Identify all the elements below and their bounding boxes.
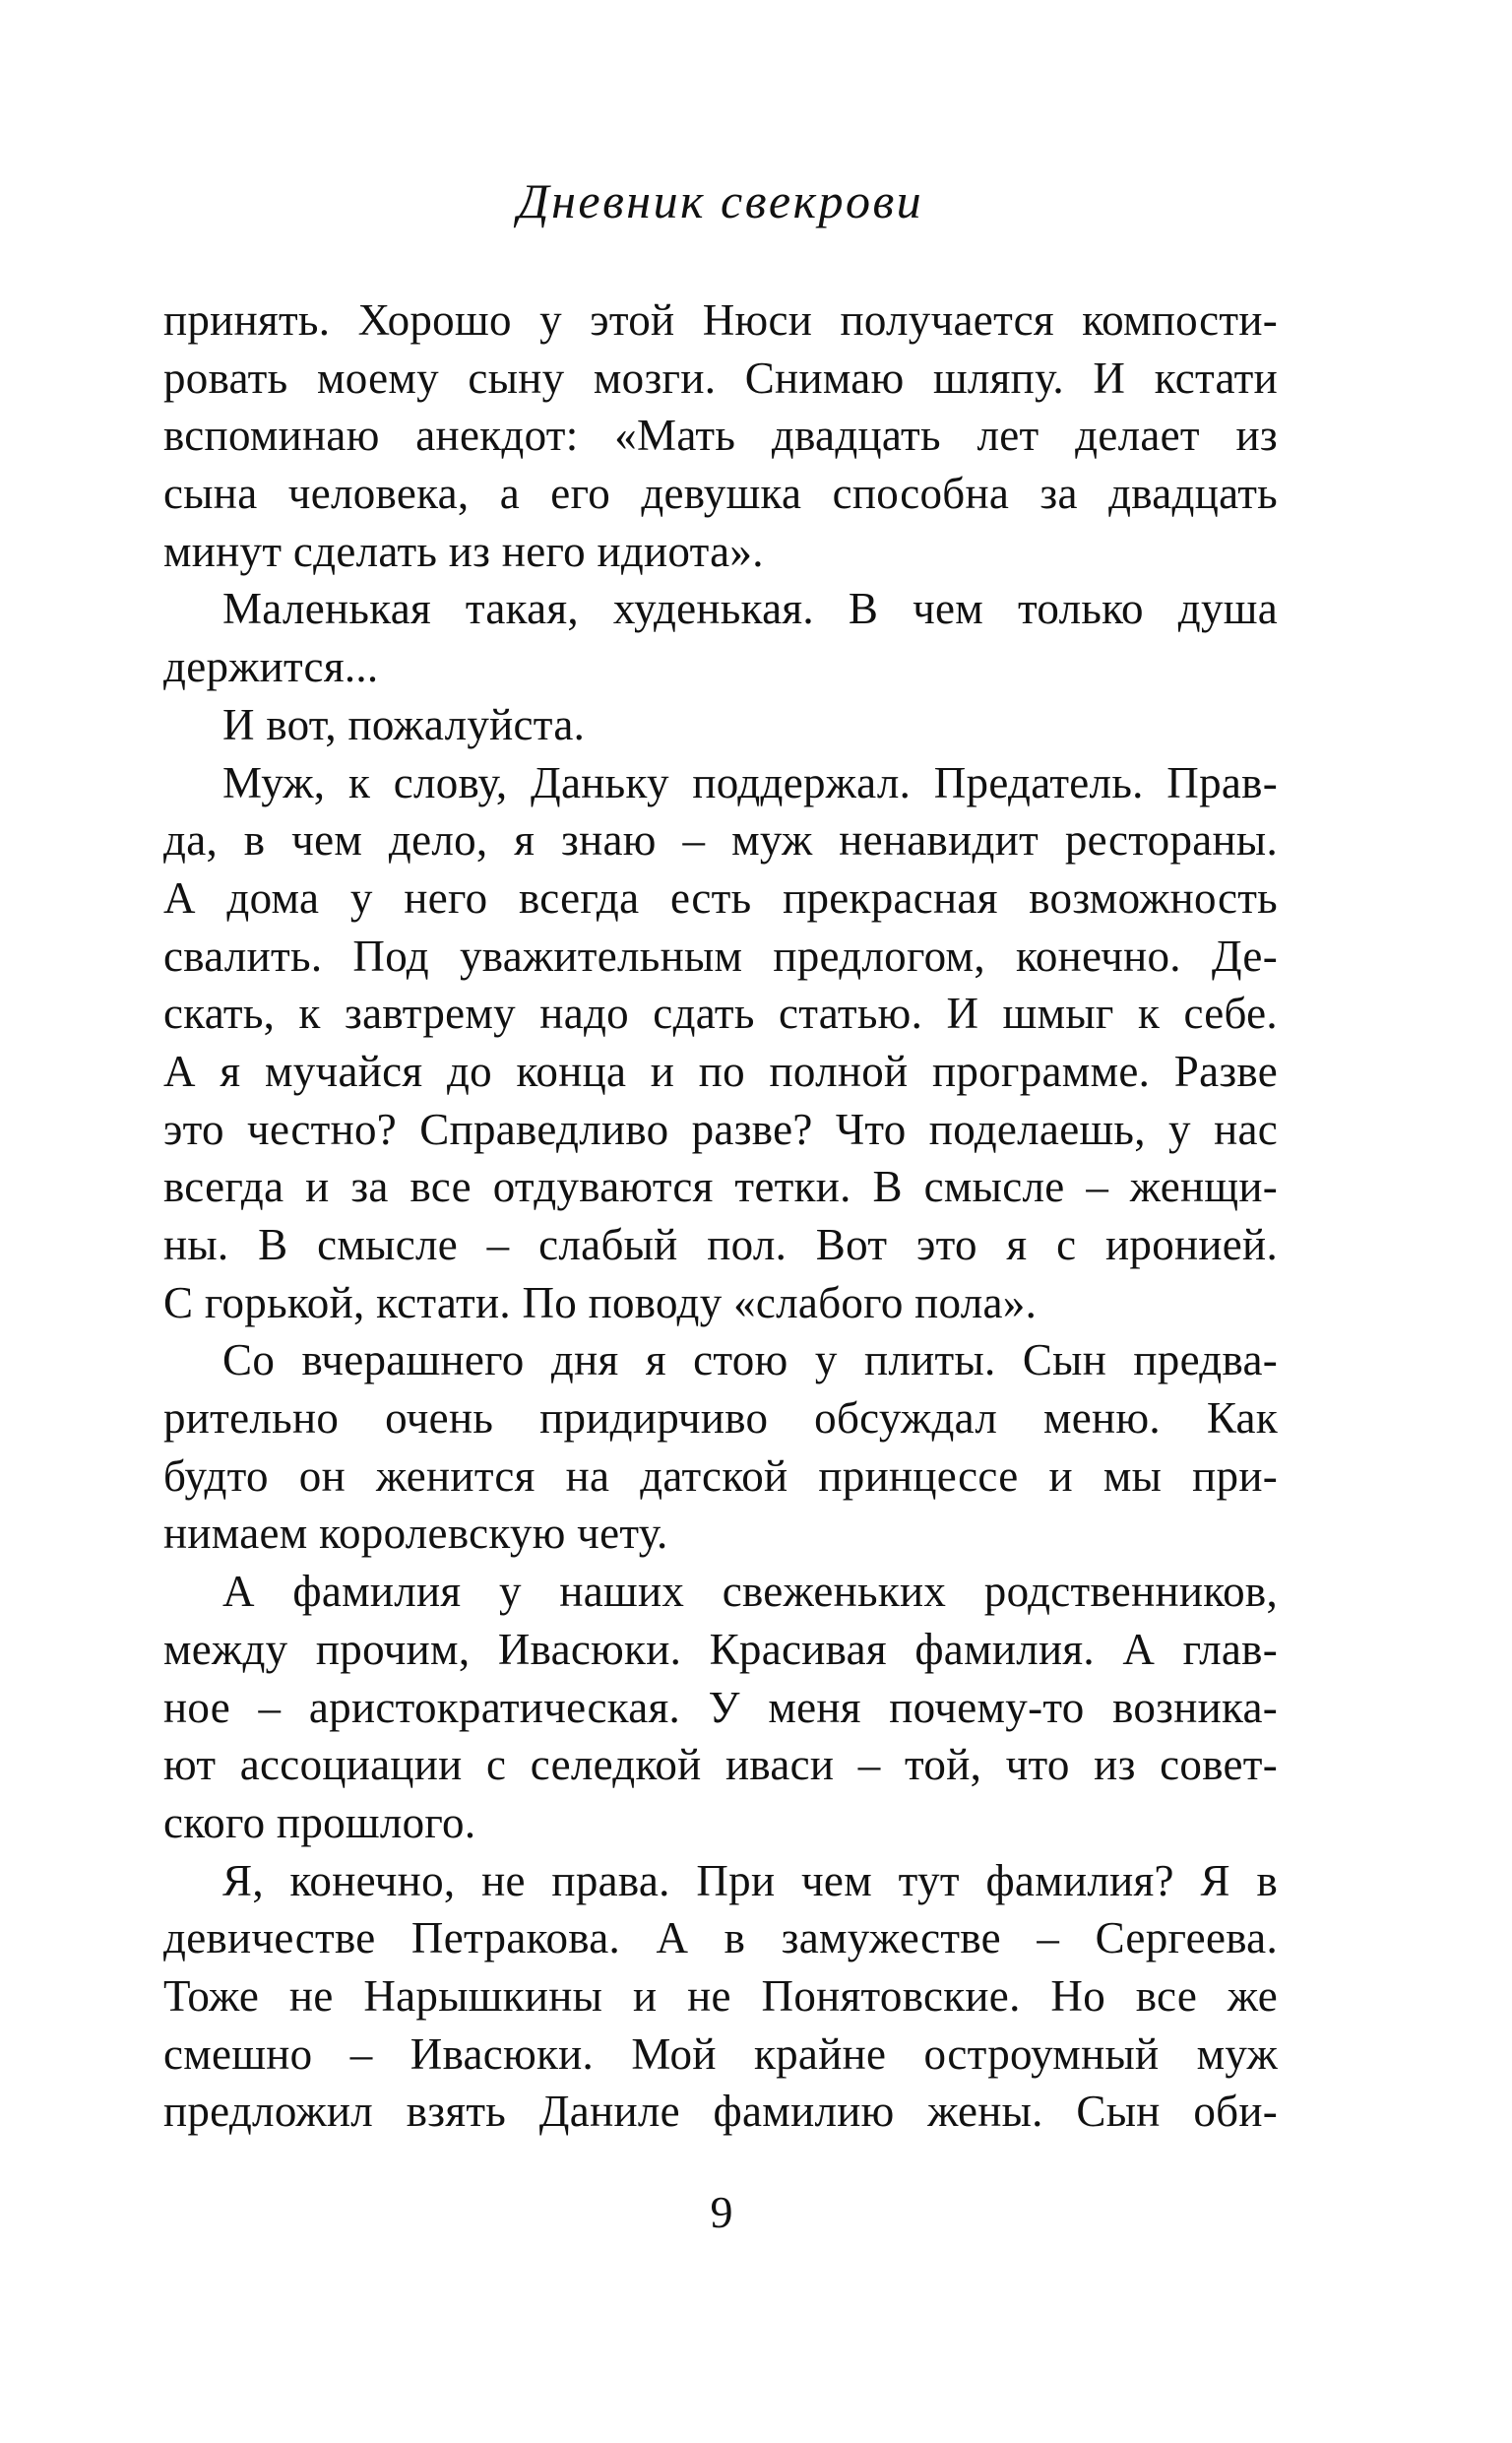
text-line: нимаем королевскую чету. [163, 1509, 668, 1559]
text-line: Маленькая такая, худенькая. В чем только душа [222, 584, 1278, 634]
text-line: ского прошлого. [163, 1797, 476, 1847]
text-line: Я, конечно, не права. При чем тут фамилия? Я в [222, 1855, 1278, 1905]
text-line: А дома у него всегда есть прекрасная возможность [163, 872, 1278, 923]
text-line: это честно? Справедливо разве? Что поделаешь, у нас [163, 1104, 1278, 1154]
text-line: ное – аристократическая. У меня почему-то возника- [163, 1682, 1278, 1732]
paragraph [163, 754, 1278, 1332]
text-line: смешно – Ивасюки. Мой крайне остроумный муж [163, 2028, 1278, 2079]
text-line: девичестве Петракова. А в замужестве – Сергеева. [163, 1913, 1278, 1963]
paragraph [163, 291, 1278, 580]
text-line: будто он женится на датской принцессе и мы при- [163, 1450, 1278, 1501]
running-head: Дневник свекрови [517, 173, 924, 228]
text-line: да, в чем дело, я знаю – муж ненавидит рестораны. [163, 815, 1278, 866]
text-line: А фамилия у наших свеженьких родственников, [222, 1567, 1278, 1617]
text-line: сына человека, а его девушка способна за двадцать [163, 469, 1278, 519]
text-line: держится... [163, 642, 379, 692]
text-line: минут сделать из него идиота». [163, 526, 764, 576]
text-line: скать, к завтрему надо сдать статью. И шмыг к себе. [163, 989, 1278, 1039]
text-line: А я мучайся до конца и по полной программе. Разве [163, 1046, 1278, 1096]
text-line: свалить. Под уважительным предлогом, конечно. Де- [163, 931, 1278, 981]
text-line: принять. Хорошо у этой Нюси получается компости- [163, 295, 1278, 345]
paragraph [163, 1563, 1278, 1851]
text-line: С горькой, кстати. По поводу «слабого пола». [163, 1277, 1038, 1327]
text-line: предложил взять Даниле фамилию жены. Сын оби- [163, 2087, 1278, 2137]
paragraph [163, 580, 1278, 695]
text-line: И вот, пожалуйста. [222, 699, 586, 749]
text-line: Муж, к слову, Даньку поддержал. Предатель. Прав- [222, 757, 1278, 807]
text-line: вспоминаю анекдот: «Мать двадцать лет делает из [163, 411, 1278, 461]
text-line: Тоже не Нарышкины и не Понятовские. Но все же [163, 1970, 1278, 2021]
text-line: Со вчерашнего дня я стою у плиты. Сын предва- [222, 1335, 1278, 1385]
text-line: всегда и за все отдуваются тетки. В смысле – женщи- [163, 1162, 1278, 1212]
text-line: ровать моему сыну мозги. Снимаю шляпу. И кстати [163, 353, 1278, 403]
paragraph [163, 1852, 1278, 2141]
paragraph [163, 1331, 1278, 1563]
text-line: ют ассоциации с селедкой иваси – той, что из совет- [163, 1740, 1278, 1790]
text-line: ны. В смысле – слабый пол. Вот это я с иронией. [163, 1220, 1278, 1269]
text-line: рительно очень придирчиво обсуждал меню. Как [163, 1393, 1278, 1444]
page-number: 9 [710, 2187, 733, 2237]
body-text [163, 291, 1278, 2141]
paragraph [163, 696, 1278, 754]
text-line: между прочим, Ивасюки. Красивая фамилия. А глав- [163, 1624, 1278, 1674]
